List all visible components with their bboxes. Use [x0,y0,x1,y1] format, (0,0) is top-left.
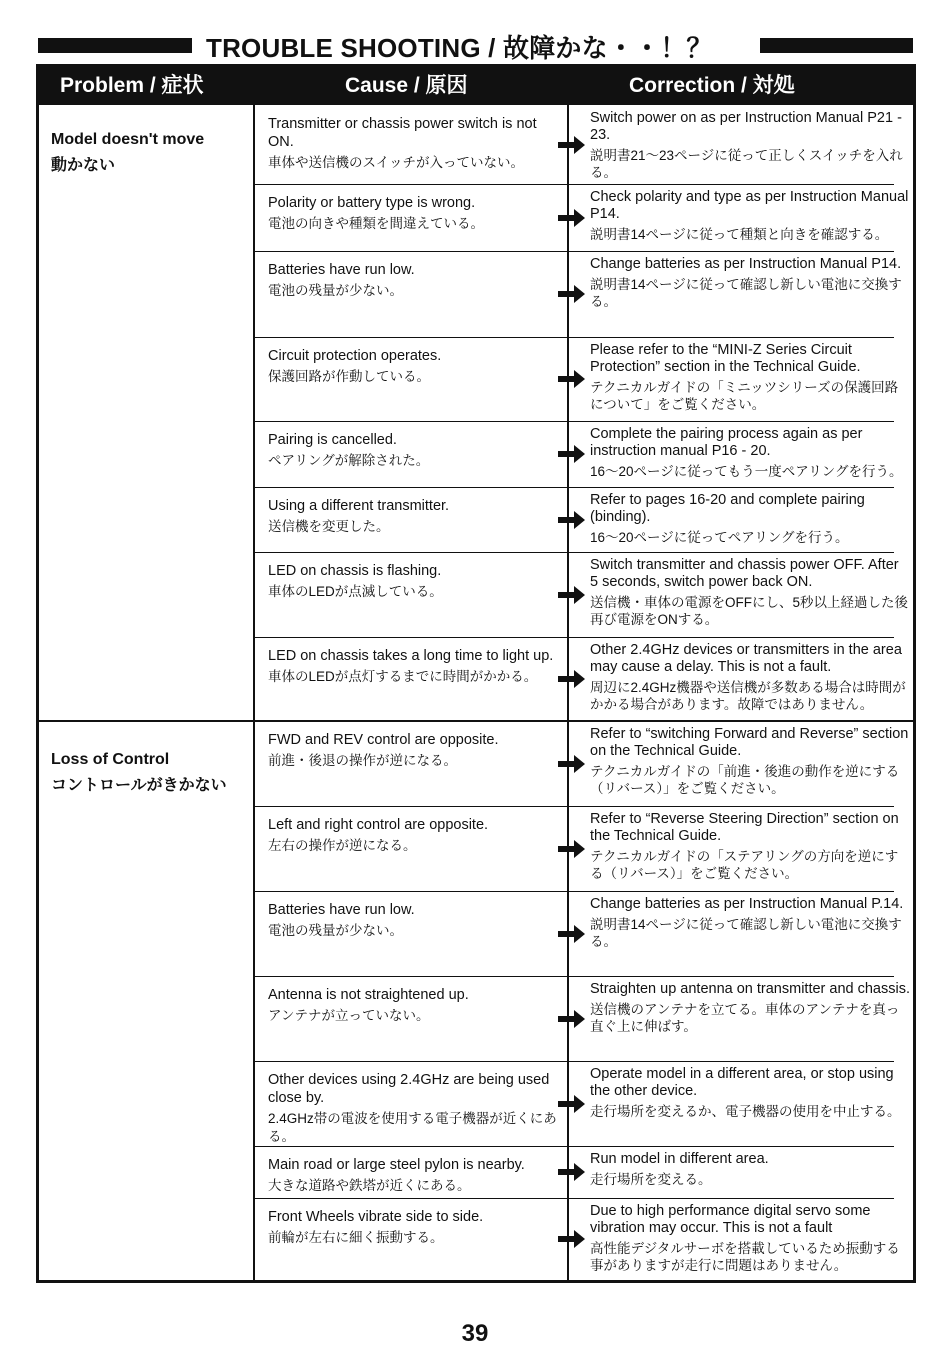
correction-cell [590,642,910,713]
correction-cell [590,896,910,950]
correction-jp: 周辺に2.4GHz機器や送信機が多数ある場合は時間がかかる場合があります。故障ではありません。 [590,680,906,712]
problem-cell [51,127,204,179]
cause-en: Polarity or battery type is wrong. [268,195,476,211]
cause-jp: ペアリングが解除された。 [268,453,430,468]
row-divider [254,637,894,638]
correction-en: Check polarity and type as per Instruction Manual P14. [590,189,909,222]
cause-jp: 前輪が左右に細く振動する。 [268,1230,444,1245]
cause-cell [268,1156,558,1195]
correction-en: Change batteries as per Instruction Manual P14. [590,256,902,272]
row-divider [254,337,894,338]
page-number: 39 [461,1320,489,1347]
cause-jp: 電池の残量が少ない。 [268,283,403,298]
correction-jp: 説明書14ページに従って確認し新しい電池に交換する。 [590,917,902,949]
cause-en: Other devices using 2.4GHz are being used close by. [268,1072,550,1106]
correction-cell [590,492,910,546]
cause-cell [268,431,558,470]
cause-cell [268,647,558,686]
problem-cell [51,747,227,799]
arrow-right-icon [558,1094,586,1114]
cause-jp: アンテナが立っていない。 [268,1008,430,1023]
cause-en: Circuit protection operates. [268,348,442,364]
cause-jp: 送信機を変更した。 [268,519,390,534]
row-divider [254,891,894,892]
cause-cell [268,497,558,536]
correction-cell [590,557,910,628]
correction-cell [590,110,910,181]
cause-jp: 電池の残量が少ない。 [268,923,403,938]
arrow-right-icon [558,369,586,389]
correction-jp: 走行場所を変える。 [590,1172,712,1187]
correction-en: Due to high performance digital servo some vibration may occur. This is not a fault [590,1203,871,1236]
correction-jp: 送信機のアンテナを立てる。車体のアンテナを真っ直ぐ上に伸ばす。 [590,1002,900,1034]
correction-jp: 説明書21～23ページに従って正しくスイッチを入れる。 [590,148,903,180]
correction-jp: テクニカルガイドの「ミニッツシリーズの保護回路について」をご覧ください。 [590,380,899,412]
header-problem: Problem / 症状 [60,74,204,97]
row-divider [254,1198,894,1199]
problem-jp: 動かない [51,157,116,174]
correction-en: Refer to “Reverse Steering Direction” section on the Technical Guide. [590,811,899,844]
arrow-right-icon [558,924,586,944]
cause-en: Left and right control are opposite. [268,817,489,833]
cause-cell [268,562,558,601]
cause-cell [268,1208,558,1247]
arrow-right-icon [558,510,586,530]
correction-en: Operate model in a different area, or stop using the other device. [590,1066,894,1099]
correction-jp: 高性能デジタルサーボを搭載しているため振動する事がありますが走行に問題はありません。 [590,1241,900,1273]
cause-en: Pairing is cancelled. [268,432,397,448]
cause-jp: 保護回路が作動している。 [268,369,430,384]
row-divider [254,806,894,807]
header-correction: Correction / 対処 [629,74,795,97]
cause-cell [268,261,558,300]
row-divider [254,421,894,422]
cause-en: Batteries have run low. [268,262,415,278]
cause-en: Front Wheels vibrate side to side. [268,1209,484,1225]
cause-en: LED on chassis is flashing. [268,563,442,579]
correction-jp: 説明書14ページに従って種類と向きを確認する。 [590,227,889,242]
correction-jp: 送信機・車体の電源をOFFにし、5秒以上経過した後再び電源をONする。 [590,595,909,627]
correction-cell [590,342,910,413]
page-title: TROUBLE SHOOTING / 故障かな・・！？ [206,33,713,63]
cause-en: FWD and REV control are opposite. [268,732,499,748]
correction-cell [590,981,910,1035]
correction-cell [590,189,910,243]
cause-jp: 車体や送信機のスイッチが入っていない。 [268,155,524,170]
arrow-right-icon [558,208,586,228]
cause-jp: 前進・後退の操作が逆になる。 [268,753,457,768]
correction-cell [590,726,910,797]
cause-jp: 2.4GHz帯の電波を使用する電子機器が近くにある。 [268,1111,557,1144]
cause-jp: 車体のLEDが点灯するまでに時間がかかる。 [268,669,538,684]
cause-cell [268,986,558,1025]
cause-cell [268,816,558,855]
correction-en: Refer to “switching Forward and Reverse” section on the Technical Guide. [590,726,909,759]
problem-en: Loss of Control [51,751,170,768]
row-divider [254,1146,894,1147]
correction-en: Complete the pairing process again as per instruction manual P16 - 20. [590,426,863,459]
row-divider [254,552,894,553]
row-divider [254,1061,894,1062]
troubleshooting-table [36,64,916,1283]
cause-jp: 左右の操作が逆になる。 [268,838,417,853]
cause-en: LED on chassis takes a long time to light up. [268,648,554,664]
arrow-right-icon [558,839,586,859]
correction-en: Switch power on as per Instruction Manual P21 - 23. [590,110,902,143]
cause-cell [268,347,558,386]
correction-jp: 説明書14ページに従って確認し新しい電池に交換する。 [590,277,902,309]
arrow-right-icon [558,585,586,605]
correction-en: Switch transmitter and chassis power OFF. After 5 seconds, switch power back ON. [590,557,899,590]
cause-en: Using a different transmitter. [268,498,450,514]
correction-cell [590,811,910,882]
header-cause: Cause / 原因 [345,74,468,97]
title-bar-left [38,38,192,53]
correction-jp: テクニカルガイドの「前進・後進の動作を逆にする（リバース）」をご覧ください。 [590,764,900,796]
cause-en: Batteries have run low. [268,902,415,918]
row-divider [254,487,894,488]
cause-en: Transmitter or chassis power switch is not ON. [268,116,537,150]
arrow-right-icon [558,669,586,689]
cause-cell [268,1071,558,1146]
correction-en: Other 2.4GHz devices or transmitters in the area may cause a delay. This is not a fault. [590,642,902,675]
correction-cell [590,426,910,480]
correction-jp: 16～20ページに従ってもう一度ペアリングを行う。 [590,464,903,479]
correction-jp: 走行場所を変えるか、電子機器の使用を中止する。 [590,1104,901,1119]
problem-jp: コントロールがきかない [51,777,227,794]
cause-jp: 大きな道路や鉄塔が近くにある。 [268,1178,471,1193]
arrow-right-icon [558,754,586,774]
correction-en: Straighten up antenna on transmitter and chassis. [590,981,910,997]
arrow-right-icon [558,1162,586,1182]
section-divider [39,720,913,722]
correction-en: Run model in different area. [590,1151,769,1167]
row-divider [254,251,894,252]
cause-en: Main road or large steel pylon is nearby. [268,1157,525,1173]
problem-en: Model doesn't move [51,131,205,148]
arrow-right-icon [558,1009,586,1029]
title-bar-right [760,38,913,53]
correction-cell [590,1203,910,1274]
cause-jp: 車体のLEDが点滅している。 [268,584,443,599]
arrow-right-icon [558,135,586,155]
row-divider [254,976,894,977]
cause-cell [268,731,558,770]
correction-cell [590,1151,910,1188]
cause-cell [268,901,558,940]
cause-cell [268,194,558,233]
correction-cell [590,256,910,310]
correction-cell [590,1066,910,1120]
correction-jp: テクニカルガイドの「ステアリングの方向を逆にする（リバース）」をご覧ください。 [590,849,899,881]
correction-en: Please refer to the “MINI-Z Series Circuit Protection” section in the Technical Guide. [590,342,861,375]
arrow-right-icon [558,444,586,464]
cause-cell [268,115,558,172]
correction-en: Refer to pages 16-20 and complete pairing (binding). [590,492,865,525]
correction-jp: 16～20ページに従ってペアリングを行う。 [590,530,849,545]
row-divider [254,184,894,185]
correction-en: Change batteries as per Instruction Manual P.14. [590,896,904,912]
column-divider [253,67,255,1280]
arrow-right-icon [558,1229,586,1249]
table-header [39,67,913,105]
arrow-right-icon [558,284,586,304]
cause-jp: 電池の向きや種類を間違えている。 [268,216,484,231]
cause-en: Antenna is not straightened up. [268,987,469,1003]
